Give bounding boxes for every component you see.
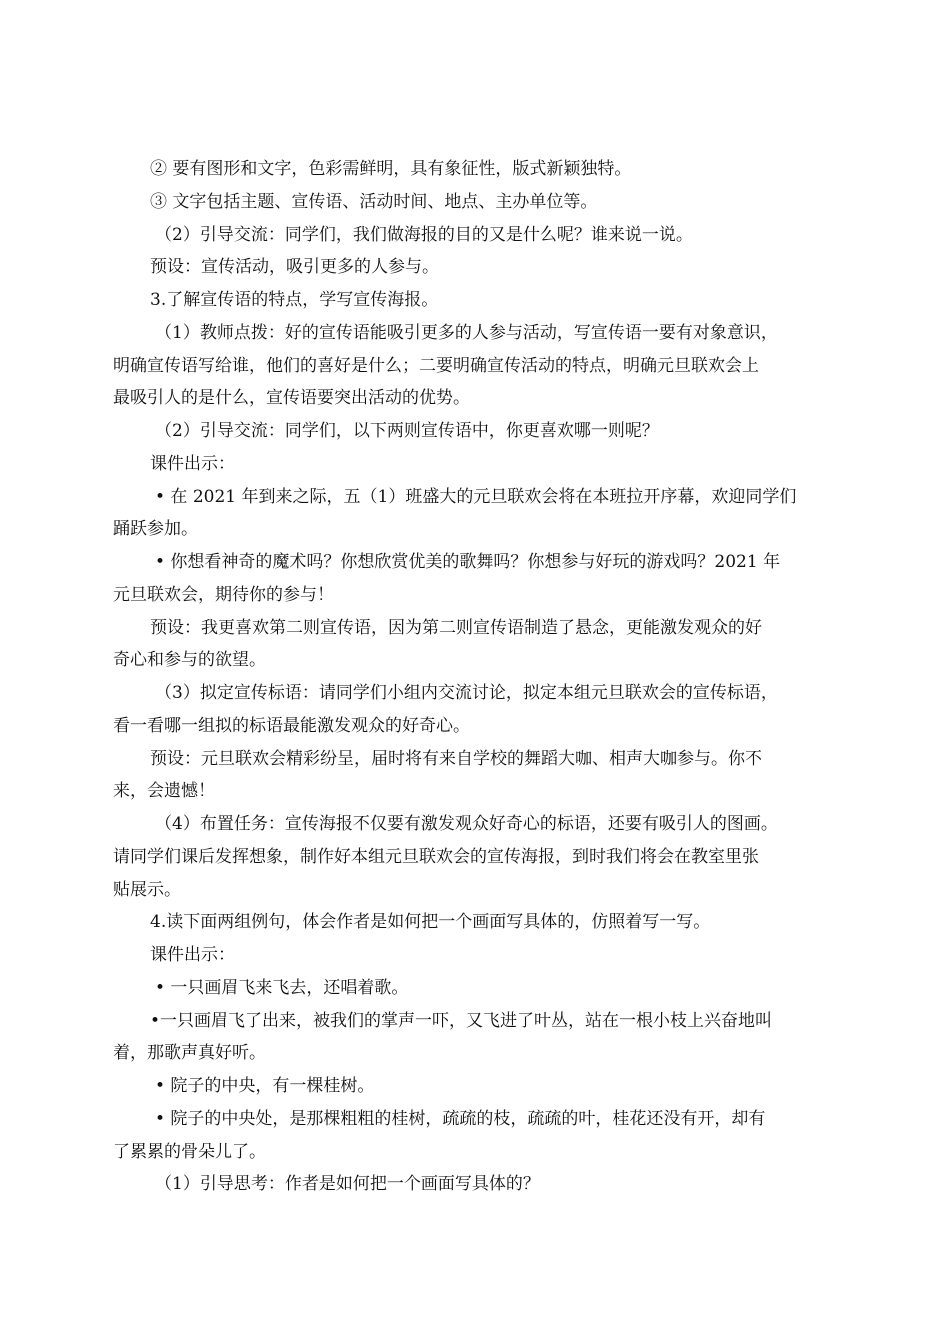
- paragraph-line: （1）教师点拨：好的宣传语能吸引更多的人参与活动，写宣传语一要有对象意识，: [155, 323, 778, 343]
- paragraph-line: 着，那歌声真好听。: [113, 1043, 266, 1063]
- paragraph-line: 元旦联欢会，期待你的参与！: [113, 585, 334, 605]
- paragraph-line: 课件出示：: [150, 454, 235, 474]
- paragraph-line: 最吸引人的是什么，宣传语要突出活动的优势。: [113, 388, 470, 408]
- bullet-line: • 在 2021 年到来之际，五（1）班盛大的元旦联欢会将在本班拉开序幕，欢迎同学们: [155, 487, 797, 507]
- paragraph-line: ③ 文字包括主题、宣传语、活动时间、地点、主办单位等。: [150, 192, 598, 212]
- paragraph-line: 奇心和参与的欲望。: [113, 650, 266, 670]
- paragraph-line: 预设：我更喜欢第二则宣传语，因为第二则宣传语制造了悬念，更能激发观众的好: [150, 618, 762, 638]
- paragraph-line: 贴展示。: [113, 880, 181, 900]
- paragraph-line: 预设：元旦联欢会精彩纷呈，届时将有来自学校的舞蹈大咖、相声大咖参与。你不: [150, 749, 762, 769]
- paragraph-line: （3）拟定宣传标语：请同学们小组内交流讨论，拟定本组元旦联欢会的宣传标语，: [155, 683, 778, 703]
- paragraph-line: 课件出示：: [150, 945, 235, 965]
- paragraph-line: 请同学们课后发挥想象，制作好本组元旦联欢会的宣传海报，到时我们将会在教室里张: [113, 847, 759, 867]
- paragraph-line: 了累累的骨朵儿了。: [113, 1142, 266, 1162]
- paragraph-line: 明确宣传语写给谁，他们的喜好是什么；二要明确宣传活动的特点，明确元旦联欢会上: [113, 356, 759, 376]
- paragraph-line: ② 要有图形和文字，色彩需鲜明，具有象征性，版式新颖独特。: [150, 159, 632, 179]
- bullet-line: • 院子的中央处，是那棵粗粗的桂树，疏疏的枝，疏疏的叶，桂花还没有开，却有: [155, 1109, 766, 1129]
- bullet-line: • 你想看神奇的魔术吗？你想欣赏优美的歌舞吗？你想参与好玩的游戏吗？2021 年: [155, 552, 781, 572]
- paragraph-line: 预设：宣传活动，吸引更多的人参与。: [150, 257, 439, 277]
- bullet-line: •一只画眉飞了出来，被我们的掌声一吓，又飞进了叶丛，站在一根小枝上兴奋地叫: [150, 1011, 773, 1031]
- section-heading: 4.读下面两组例句，体会作者是如何把一个画面写具体的，仿照着写一写。: [150, 912, 711, 932]
- paragraph-line: （2）引导交流：同学们，我们做海报的目的又是什么呢？谁来说一说。: [155, 225, 693, 245]
- section-heading: 3.了解宣传语的特点，学写宣传海报。: [150, 290, 439, 310]
- bullet-line: • 院子的中央，有一棵桂树。: [155, 1076, 375, 1096]
- paragraph-line: 来，会遗憾！: [113, 781, 215, 801]
- paragraph-line: 看一看哪一组拟的标语最能激发观众的好奇心。: [113, 716, 470, 736]
- paragraph-line: （1）引导思考：作者是如何把一个画面写具体的？: [155, 1174, 540, 1194]
- paragraph-line: （4）布置任务：宣传海报不仅要有激发观众好奇心的标语，还要有吸引人的图画。: [155, 814, 778, 834]
- paragraph-line: （2）引导交流：同学们，以下两则宣传语中，你更喜欢哪一则呢？: [155, 421, 659, 441]
- bullet-line: • 一只画眉飞来飞去，还唱着歌。: [155, 978, 409, 998]
- paragraph-line: 踊跃参加。: [113, 519, 198, 539]
